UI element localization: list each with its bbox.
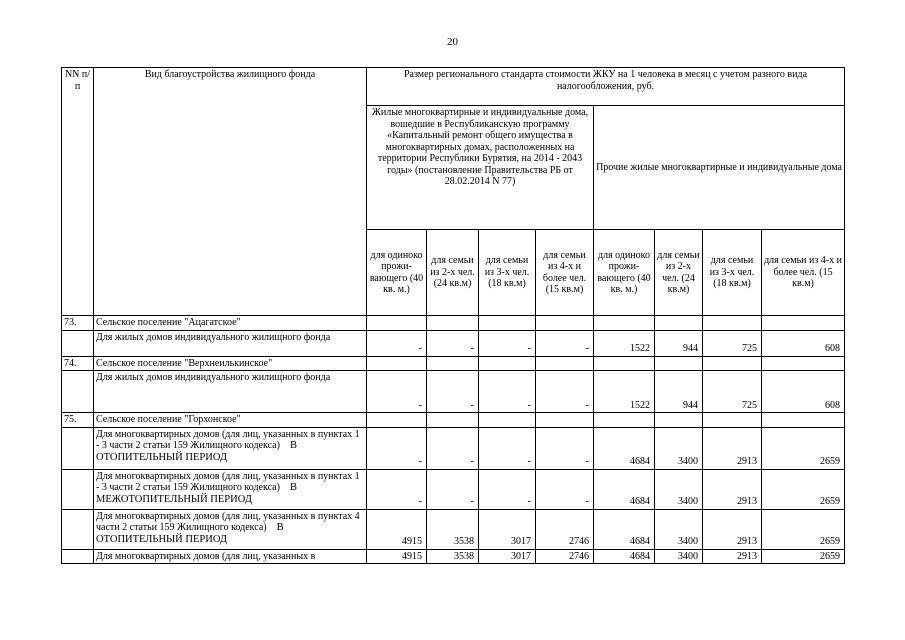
row-period: В ОТОПИТЕЛЬНЫЙ ПЕРИОД — [96, 440, 297, 464]
row-description — [94, 316, 367, 331]
row-value: 3400 — [655, 427, 703, 469]
row-value: - — [367, 427, 427, 469]
row-value — [762, 413, 845, 428]
row-value: 4684 — [594, 469, 655, 509]
row-value — [479, 413, 536, 428]
row-value: - — [367, 371, 427, 413]
table-row — [62, 316, 845, 331]
row-period: В МЕЖОТОПИТЕЛЬНЫЙ ПЕРИОД — [96, 482, 297, 506]
row-description-text: Для многоквартирных домов (для лиц, указанных в пунктах 1 - 3 части 2 статьи 159 Жилищного кодекса) — [96, 470, 360, 493]
row-value — [479, 356, 536, 371]
row-value: 3017 — [479, 549, 536, 564]
table-header — [62, 68, 845, 316]
row-number — [62, 371, 94, 413]
row-value: 2913 — [703, 509, 762, 549]
row-value: 3400 — [655, 469, 703, 509]
row-value: 944 — [655, 330, 703, 356]
table-row — [62, 330, 845, 356]
row-value — [479, 316, 536, 331]
row-number — [62, 509, 94, 549]
page-number: 20 — [447, 36, 458, 48]
row-description — [94, 371, 367, 413]
table-row — [62, 509, 845, 549]
row-value — [703, 413, 762, 428]
row-description-text: Для жилых домов индивидуального жилищного фонда — [96, 372, 331, 383]
row-description — [94, 413, 367, 428]
table-row — [62, 427, 845, 469]
row-value: - — [427, 371, 479, 413]
header-sub: для семьи из 3-х чел. (18 кв.м) — [703, 230, 762, 316]
row-value: 4915 — [367, 549, 427, 564]
row-value — [594, 413, 655, 428]
row-value: - — [479, 371, 536, 413]
row-value: 2913 — [703, 469, 762, 509]
tariff-table — [61, 67, 845, 564]
row-value — [367, 316, 427, 331]
row-number — [62, 330, 94, 356]
row-value — [427, 356, 479, 371]
row-number — [62, 469, 94, 509]
row-value: - — [479, 427, 536, 469]
row-value — [655, 356, 703, 371]
row-value — [594, 316, 655, 331]
row-description — [94, 549, 367, 564]
table-row — [62, 469, 845, 509]
row-value — [536, 413, 594, 428]
header-sub: для одиноко прожи-вающего (40 кв. м.) — [367, 230, 427, 316]
row-value: 725 — [703, 371, 762, 413]
row-description — [94, 356, 367, 371]
row-value — [427, 316, 479, 331]
row-value: 4684 — [594, 427, 655, 469]
table-row — [62, 371, 845, 413]
header-sub: для семьи из 2-х чел. (24 кв.м) — [655, 230, 703, 316]
table-body — [62, 316, 845, 564]
row-value: 608 — [762, 330, 845, 356]
row-value — [703, 356, 762, 371]
row-value: 3017 — [479, 509, 536, 549]
row-value: 2659 — [762, 427, 845, 469]
row-value — [427, 413, 479, 428]
row-value — [367, 413, 427, 428]
header-sub: для семьи из 3-х чел. (18 кв.м) — [479, 230, 536, 316]
row-description-text: Для многоквартирных домов (для лиц, указанных в пунктах 1 - 3 части 2 статьи 159 Жилищного кодекса) — [96, 428, 360, 451]
row-value — [655, 316, 703, 331]
row-value: 4684 — [594, 549, 655, 564]
row-value — [367, 356, 427, 371]
row-value: - — [427, 330, 479, 356]
row-value: - — [479, 469, 536, 509]
row-value — [594, 356, 655, 371]
table-row — [62, 413, 845, 428]
header-sub: для семьи из 4-х и более чел. (15 кв.м) — [536, 230, 594, 316]
row-description-text: Для многоквартирных домов (для лиц, указанных в — [96, 550, 316, 562]
row-value — [762, 316, 845, 331]
row-description-text: Для жилых домов индивидуального жилищного фонда — [96, 331, 331, 343]
header-sub: для семьи из 4-х и более чел. (15 кв.м) — [762, 230, 845, 316]
row-description — [94, 427, 367, 469]
row-number — [62, 549, 94, 564]
row-value: - — [479, 330, 536, 356]
row-value: 1522 — [594, 371, 655, 413]
row-description-text: Для многоквартирных домов (для лиц, указанных в пунктах 4 части 2 статьи 159 Жилищного кодекса) — [96, 510, 360, 533]
header-sub: для семьи из 2-х чел. (24 кв.м) — [427, 230, 479, 316]
row-period: В ОТОПИТЕЛЬНЫЙ ПЕРИОД — [96, 522, 284, 546]
header-standard: Размер регионального стандарта стоимости ЖКУ на 1 человека в месяц с учетом разного вида налогообложения, руб. — [367, 68, 845, 106]
row-value: 944 — [655, 371, 703, 413]
row-value: 3400 — [655, 549, 703, 564]
row-description-text: Сельское поселение "Ацагатское" — [96, 317, 241, 328]
header-group-program: Жилые многоквартирные и индивидуальные дома, вошедшие в Республиканскую программу «Капитальный ремонт общего имущества в многоквартирных домах, расположенных на территории Республики Бурятия, на 2014 - 2043 годы» (постановление Правительства РБ от 28.02.2014 N 77) — [367, 106, 594, 230]
header-num: NN п/п — [62, 68, 94, 316]
row-value — [703, 316, 762, 331]
row-value — [762, 356, 845, 371]
row-description — [94, 330, 367, 356]
row-value: 2913 — [703, 549, 762, 564]
row-value: 608 — [762, 371, 845, 413]
row-value — [536, 316, 594, 331]
row-value: - — [427, 469, 479, 509]
row-number: 75. — [62, 413, 94, 428]
row-value: 3400 — [655, 509, 703, 549]
row-value: 4684 — [594, 509, 655, 549]
row-value: 2746 — [536, 549, 594, 564]
row-number — [62, 427, 94, 469]
header-type: Вид благоустройства жилищного фонда — [94, 68, 367, 316]
row-value: 2659 — [762, 469, 845, 509]
row-value — [536, 356, 594, 371]
row-value: 3538 — [427, 549, 479, 564]
row-number: 74. — [62, 356, 94, 371]
row-value: 3538 — [427, 509, 479, 549]
row-description-text: Сельское поселение "Горхонское" — [96, 414, 241, 425]
row-value: 4915 — [367, 509, 427, 549]
header-group-other: Прочие жилые многоквартирные и индивидуальные дома — [594, 106, 845, 230]
row-number: 73. — [62, 316, 94, 331]
header-sub: для одиноко прожи-вающего (40 кв. м.) — [594, 230, 655, 316]
row-value: 2659 — [762, 509, 845, 549]
row-value: - — [536, 330, 594, 356]
row-value: - — [536, 371, 594, 413]
row-description — [94, 509, 367, 549]
row-description — [94, 469, 367, 509]
row-value: - — [536, 427, 594, 469]
row-description-text: Сельское поселение "Верхнеилькинское" — [96, 357, 273, 369]
row-value: - — [367, 330, 427, 356]
row-value: - — [367, 469, 427, 509]
row-value: 2913 — [703, 427, 762, 469]
row-value: 2659 — [762, 549, 845, 564]
row-value: 725 — [703, 330, 762, 356]
table-row — [62, 549, 845, 564]
row-value: - — [536, 469, 594, 509]
row-value: 1522 — [594, 330, 655, 356]
row-value: - — [427, 427, 479, 469]
table-row — [62, 356, 845, 371]
row-value — [655, 413, 703, 428]
row-value: 2746 — [536, 509, 594, 549]
